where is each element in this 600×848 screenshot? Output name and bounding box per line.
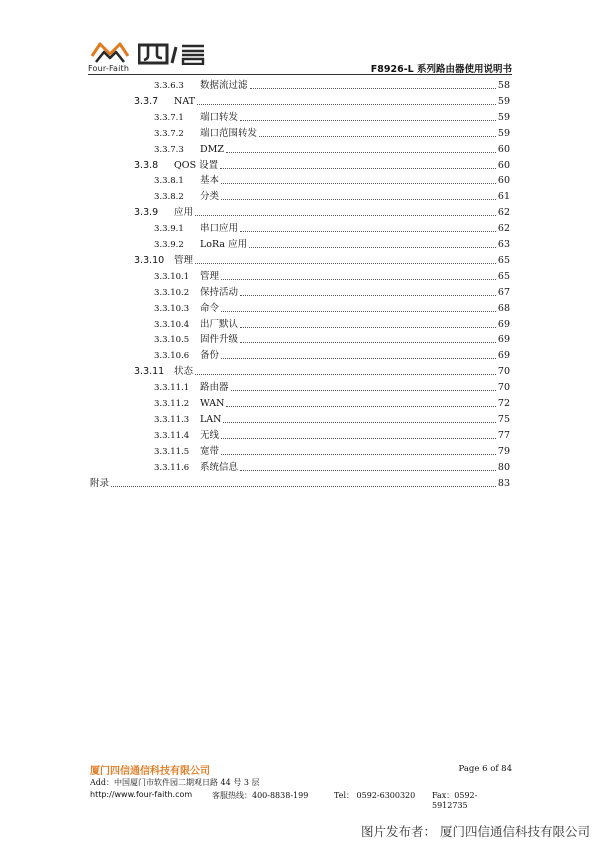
- toc-leader-dots: [195, 262, 496, 264]
- toc-entry-title: 备份: [200, 350, 220, 362]
- toc-entry-number: 3.3.10.2: [154, 287, 190, 298]
- toc-entry-title: 基本: [200, 175, 220, 187]
- page-header: [88, 40, 512, 76]
- toc-entry[interactable]: [90, 460, 510, 474]
- toc-entry-number: 3.3.10.5: [154, 335, 190, 346]
- toc-entry-page: 65: [497, 254, 510, 266]
- toc-entry-number: 3.3.7.2: [154, 128, 184, 139]
- toc-entry-page: 59: [497, 111, 510, 123]
- toc-entry-page: 59: [497, 127, 510, 139]
- toc-entry-number: 3.3.10: [134, 254, 165, 266]
- toc-leader-dots: [249, 246, 496, 248]
- toc-entry-title: DMZ: [200, 143, 224, 155]
- toc-entry[interactable]: [90, 476, 510, 490]
- toc-entry-title: 命令: [200, 302, 220, 314]
- toc-entry[interactable]: [90, 396, 510, 410]
- toc-entry-page: 80: [497, 461, 510, 473]
- toc-entry-page: 77: [497, 429, 510, 441]
- toc-leader-dots: [240, 230, 496, 232]
- toc-entry-page: 61: [497, 191, 510, 203]
- toc-leader-dots: [221, 357, 496, 359]
- toc-entry-title: 数据流过滤: [200, 80, 248, 91]
- toc-entry-title: NAT: [174, 95, 195, 107]
- toc-entry-number: 3.3.11.6: [154, 462, 190, 473]
- toc-leader-dots: [226, 151, 496, 153]
- footer-page-number: Page 6 of 84: [458, 764, 512, 774]
- toc-entry[interactable]: [90, 412, 510, 426]
- toc-entry-title: 保持活动: [200, 286, 239, 298]
- toc-entry[interactable]: [90, 317, 510, 331]
- toc-entry-title: 无线: [200, 429, 220, 441]
- toc-entry-title: 路由器: [200, 382, 229, 394]
- toc-entry-number: 3.3.7.1: [154, 112, 184, 123]
- page-footer: [88, 758, 512, 808]
- toc-entry-number: 3.3.11.5: [154, 446, 190, 457]
- toc-entry-number: 3.3.7: [134, 95, 159, 107]
- footer-address: Add：中国厦门市软件园二期观日路 44 号 3 层: [90, 778, 260, 787]
- toc-entry[interactable]: [90, 380, 510, 394]
- toc-entry-number: 3.3.10.4: [154, 319, 190, 330]
- toc-entry[interactable]: [90, 285, 510, 299]
- toc-leader-dots: [240, 119, 496, 121]
- toc-entry-number: 3.3.9: [134, 207, 159, 219]
- toc-entry-title: QOS 设置: [174, 159, 219, 171]
- toc-entry-page: 59: [497, 95, 510, 107]
- toc-leader-dots: [221, 198, 496, 200]
- toc-entry[interactable]: [90, 173, 510, 187]
- toc-entry-title: 系统信息: [200, 461, 239, 473]
- footer-fax: Fax：0592-5912735: [432, 791, 478, 810]
- toc-leader-dots: [240, 341, 496, 343]
- toc-entry[interactable]: [90, 189, 510, 203]
- toc-leader-dots: [220, 167, 496, 169]
- toc-entry[interactable]: [90, 237, 510, 251]
- toc-entry-page: 79: [497, 445, 510, 457]
- toc-entry-page: 69: [497, 318, 510, 330]
- footer-company-name: 厦门四信通信科技有限公司: [90, 766, 210, 777]
- toc-leader-dots: [231, 389, 496, 391]
- logo-english-text: Four-Faith: [88, 64, 130, 73]
- toc-entry-number: 3.3.11: [134, 366, 165, 378]
- image-publisher-credit: 图片发布者： 厦门四信通信科技有限公司: [361, 824, 590, 839]
- toc-entry[interactable]: [90, 253, 510, 267]
- toc-entry-page: 60: [497, 143, 510, 155]
- toc-entry[interactable]: [90, 269, 510, 283]
- toc-entry-page: 65: [497, 270, 510, 282]
- four-faith-logo-icon: [90, 40, 130, 66]
- toc-entry-number: 3.3.11.4: [154, 430, 190, 441]
- toc-entry-page: 67: [497, 286, 510, 298]
- toc-entry[interactable]: [90, 110, 510, 124]
- toc-entry-title: 固件升级: [200, 334, 239, 346]
- toc-entry-title: 出厂默认: [200, 318, 239, 330]
- toc-leader-dots: [226, 405, 495, 407]
- toc-entry-number: 3.3.8.2: [154, 192, 184, 203]
- toc-entry-number: 3.3.8.1: [154, 176, 184, 187]
- toc-entry-title: 串口应用: [200, 223, 239, 235]
- toc-entry-title: 端口转发: [200, 111, 239, 123]
- toc-entry-page: 60: [497, 159, 510, 171]
- toc-entry-number: 3.3.9.2: [154, 240, 184, 250]
- footer-hotline: 客服热线：400-8838-199: [212, 791, 309, 800]
- toc-entry-number: 3.3.11.2: [154, 399, 190, 409]
- toc-entry-title: 宽带: [200, 445, 220, 457]
- toc-leader-dots: [221, 182, 496, 184]
- toc-leader-dots: [195, 214, 496, 216]
- toc-entry-page: 69: [497, 334, 510, 346]
- toc-entry[interactable]: [90, 158, 510, 172]
- toc-entry-title: LoRa 应用: [200, 239, 248, 250]
- toc-leader-dots: [221, 278, 496, 280]
- toc-entry-title: 分类: [200, 191, 220, 203]
- toc-leader-dots: [240, 326, 496, 328]
- toc-entry[interactable]: [90, 332, 510, 346]
- toc-entry-page: 62: [497, 207, 510, 219]
- toc-entry-title: 端口范围转发: [200, 127, 258, 139]
- toc-entry-page: 70: [497, 382, 510, 394]
- toc-entry[interactable]: [90, 126, 510, 140]
- toc-entry[interactable]: [90, 94, 510, 108]
- toc-entry[interactable]: [90, 348, 510, 362]
- toc-entry-number: 3.3.10.3: [154, 303, 190, 314]
- toc-entry-title: 附录: [90, 477, 110, 489]
- toc-entry-page: 75: [497, 413, 510, 425]
- toc-entry-page: 63: [497, 239, 510, 250]
- toc-entry[interactable]: [90, 444, 510, 458]
- toc-entry-page: 69: [497, 350, 510, 362]
- toc-entry-number: 3.3.7.3: [154, 144, 184, 155]
- toc-entry-number: 3.3.8: [134, 159, 159, 171]
- toc-entry-number: 3.3.11.3: [154, 414, 190, 425]
- toc-leader-dots: [221, 453, 496, 455]
- toc-entry-page: 68: [497, 302, 510, 314]
- toc-entry[interactable]: [90, 205, 510, 219]
- toc-entry-title: 应用: [174, 207, 194, 219]
- toc-entry-number: 3.3.10.1: [154, 271, 190, 282]
- footer-tel: Tel： 0592-6300320: [334, 791, 416, 800]
- toc-entry-page: 70: [497, 366, 510, 378]
- toc-leader-dots: [111, 485, 496, 487]
- toc-entry-number: 3.3.10.6: [154, 351, 190, 362]
- toc-leader-dots: [221, 310, 496, 312]
- toc-entry-page: 58: [497, 80, 510, 91]
- toc-leader-dots: [197, 103, 496, 105]
- toc-leader-dots: [240, 469, 496, 471]
- toc-entry-page: 62: [497, 223, 510, 235]
- toc-entry[interactable]: [90, 364, 510, 378]
- header-divider: [88, 74, 512, 75]
- toc-entry[interactable]: [90, 301, 510, 315]
- toc-leader-dots: [259, 135, 496, 137]
- toc-entry-number: 3.3.6.3: [154, 81, 184, 91]
- toc-entry[interactable]: [90, 221, 510, 235]
- toc-entry-page: 72: [497, 398, 510, 409]
- toc-leader-dots: [195, 373, 496, 375]
- toc-entry[interactable]: [90, 142, 510, 156]
- four-faith-chinese-logo-icon: [138, 43, 208, 65]
- toc-leader-dots: [250, 87, 496, 89]
- toc-entry-title: LAN: [200, 413, 222, 425]
- toc-entry-page: 83: [497, 477, 510, 489]
- toc-entry-title: WAN: [200, 398, 225, 409]
- toc-entry[interactable]: [90, 428, 510, 442]
- toc-leader-dots: [240, 294, 496, 296]
- toc-entry-title: 管理: [200, 270, 220, 282]
- toc-entry-page: 60: [497, 175, 510, 187]
- toc-entry-number: 3.3.11.1: [154, 383, 190, 394]
- document-title: F8926-L 系列路由器使用说明书: [370, 64, 512, 75]
- toc-leader-dots: [223, 421, 495, 423]
- toc-leader-dots: [221, 437, 496, 439]
- toc-entry[interactable]: [90, 78, 510, 92]
- footer-website-link[interactable]: http://www.four-faith.com: [90, 790, 193, 799]
- toc-entry-title: 状态: [174, 366, 194, 378]
- toc-entry-title: 管理: [174, 254, 194, 266]
- toc-entry-number: 3.3.9.1: [154, 224, 184, 235]
